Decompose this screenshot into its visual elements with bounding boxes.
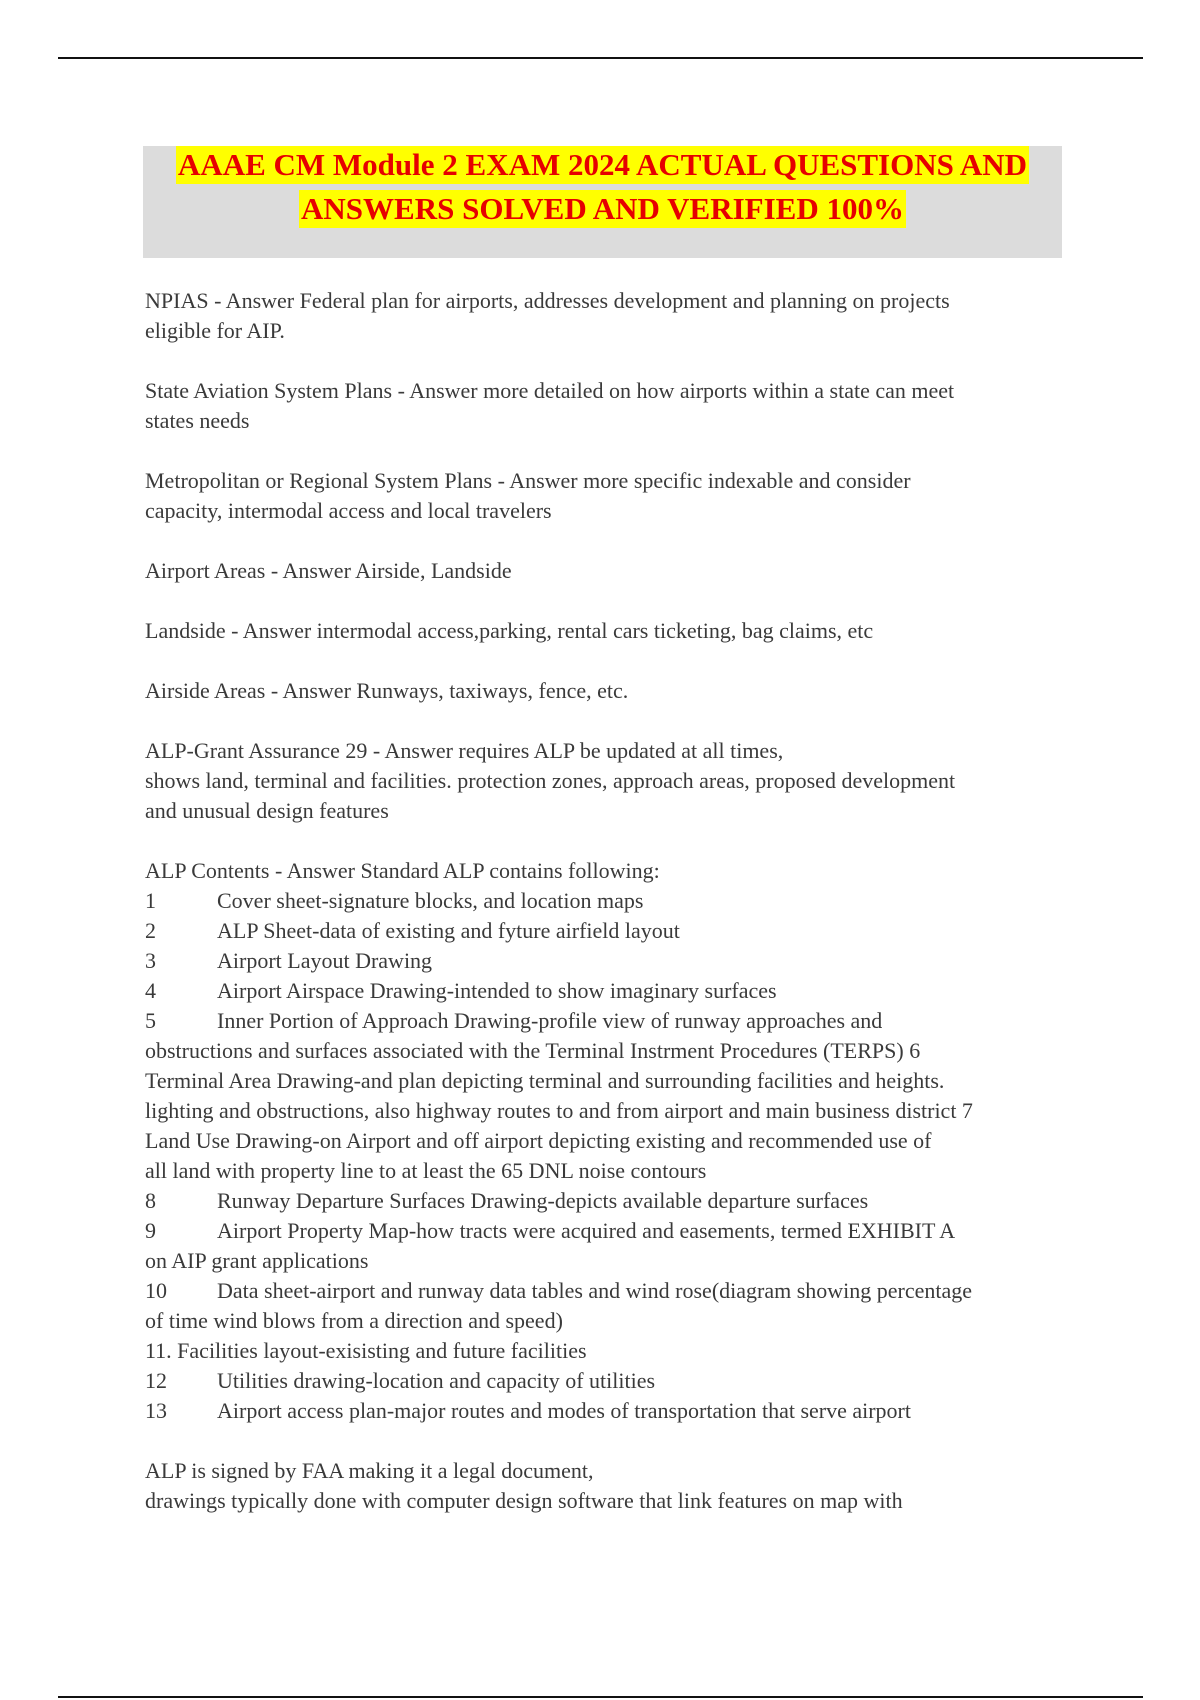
alp-contents-heading: ALP Contents - Answer Standard ALP contains following:	[145, 858, 660, 883]
alp-list-item	[145, 1126, 1075, 1156]
qa-paragraph	[145, 286, 1075, 346]
paragraph-line: State Aviation System Plans - Answer more detailed on how airports within a state can meet	[145, 378, 955, 403]
closing-paragraph	[145, 1456, 1075, 1516]
paragraph-line: Airside Areas - Answer Runways, taxiways, fence, etc.	[145, 678, 629, 703]
list-text: Airport Airspace Drawing-intended to show imaginary surfaces	[217, 978, 777, 1003]
paragraph-line: Airport Areas - Answer Airside, Landside	[145, 558, 512, 583]
list-number: 4	[145, 978, 156, 1003]
alp-list-item	[145, 1096, 1075, 1126]
alp-list-item	[145, 1246, 1075, 1276]
list-number: 8	[145, 1188, 156, 1213]
alp-list-item	[145, 1366, 1075, 1396]
document-body	[145, 286, 1075, 1546]
list-text: Airport Property Map-how tracts were acquired and easements, termed EXHIBIT A	[217, 1218, 956, 1243]
top-rule	[58, 57, 1143, 59]
alp-list-item	[145, 1006, 1075, 1036]
paragraph-line: shows land, terminal and facilities. protection zones, approach areas, proposed development	[145, 768, 956, 793]
title-line-1: AAAE CM Module 2 EXAM 2024 ACTUAL QUESTIONS AND	[177, 147, 1028, 182]
list-number: 2	[145, 918, 156, 943]
list-text: Runway Departure Surfaces Drawing-depicts available departure surfaces	[217, 1188, 869, 1213]
qa-paragraph	[145, 616, 1075, 646]
paragraph-line: ALP is signed by FAA making it a legal document,	[145, 1458, 594, 1483]
alp-list-item	[145, 1156, 1075, 1186]
qa-paragraph	[145, 736, 1075, 826]
alp-list-item	[145, 1306, 1075, 1336]
list-text: Utilities drawing-location and capacity of utilities	[217, 1368, 656, 1393]
list-number: 12	[145, 1368, 167, 1393]
qa-paragraph	[145, 556, 1075, 586]
qa-paragraph	[145, 466, 1075, 526]
list-text: Airport access plan-major routes and modes of transportation that serve airport	[217, 1398, 911, 1423]
list-text: 11. Facilities layout-exisisting and future facilities	[145, 1338, 587, 1363]
alp-list-item	[145, 1336, 1075, 1366]
alp-list-item	[145, 1216, 1075, 1246]
paragraph-line: states needs	[145, 408, 250, 433]
list-text: lighting and obstructions, also highway routes to and from airport and main business district 7	[145, 1098, 973, 1123]
alp-list-item	[145, 1066, 1075, 1096]
list-text: on AIP grant applications	[145, 1248, 369, 1273]
list-text: ALP Sheet-data of existing and fyture airfield layout	[217, 918, 680, 943]
list-number: 13	[145, 1398, 167, 1423]
list-text: Cover sheet-signature blocks, and location maps	[217, 888, 644, 913]
list-text: all land with property line to at least the 65 DNL noise contours	[145, 1158, 707, 1183]
paragraph-line: capacity, intermodal access and local travelers	[145, 498, 552, 523]
alp-list-item	[145, 916, 1075, 946]
alp-list-item	[145, 886, 1075, 916]
list-text: Inner Portion of Approach Drawing-profile view of runway approaches and	[217, 1008, 883, 1033]
bottom-rule	[58, 1696, 1143, 1698]
alp-list-item	[145, 1036, 1075, 1066]
paragraph-line: and unusual design features	[145, 798, 389, 823]
alp-contents	[145, 856, 1075, 1426]
paragraph-line: eligible for AIP.	[145, 318, 285, 343]
list-number: 5	[145, 1008, 156, 1033]
title-line-2: ANSWERS SOLVED AND VERIFIED 100%	[301, 191, 904, 226]
alp-list-item	[145, 1396, 1075, 1426]
qa-paragraph	[145, 376, 1075, 436]
alp-list-item	[145, 1186, 1075, 1216]
list-number: 9	[145, 1218, 156, 1243]
list-text: Land Use Drawing-on Airport and off airport depicting existing and recommended use of	[145, 1128, 932, 1153]
list-text: Airport Layout Drawing	[217, 948, 433, 973]
qa-paragraph	[145, 676, 1075, 706]
alp-list-item	[145, 946, 1075, 976]
paragraph-line: NPIAS - Answer Federal plan for airports, addresses development and planning on projects	[145, 288, 950, 313]
paragraph-line: drawings typically done with computer design software that link features on map with	[145, 1488, 903, 1513]
alp-list-item	[145, 1276, 1075, 1306]
list-number: 1	[145, 888, 156, 913]
list-text: of time wind blows from a direction and speed)	[145, 1308, 563, 1333]
list-text: Data sheet-airport and runway data tables and wind rose(diagram showing percentage	[217, 1278, 973, 1303]
title-banner	[143, 146, 1062, 258]
list-number: 10	[145, 1278, 167, 1303]
paragraph-line: Landside - Answer intermodal access,parking, rental cars ticketing, bag claims, etc	[145, 618, 874, 643]
paragraph-line: Metropolitan or Regional System Plans - Answer more specific indexable and consider	[145, 468, 911, 493]
list-text: Terminal Area Drawing-and plan depicting terminal and surrounding facilities and heights.	[145, 1068, 945, 1093]
list-text: obstructions and surfaces associated with the Terminal Instrment Procedures (TERPS) 6	[145, 1038, 921, 1063]
paragraph-line: ALP-Grant Assurance 29 - Answer requires ALP be updated at all times,	[145, 738, 784, 763]
alp-list-item	[145, 976, 1075, 1006]
list-number: 3	[145, 948, 156, 973]
